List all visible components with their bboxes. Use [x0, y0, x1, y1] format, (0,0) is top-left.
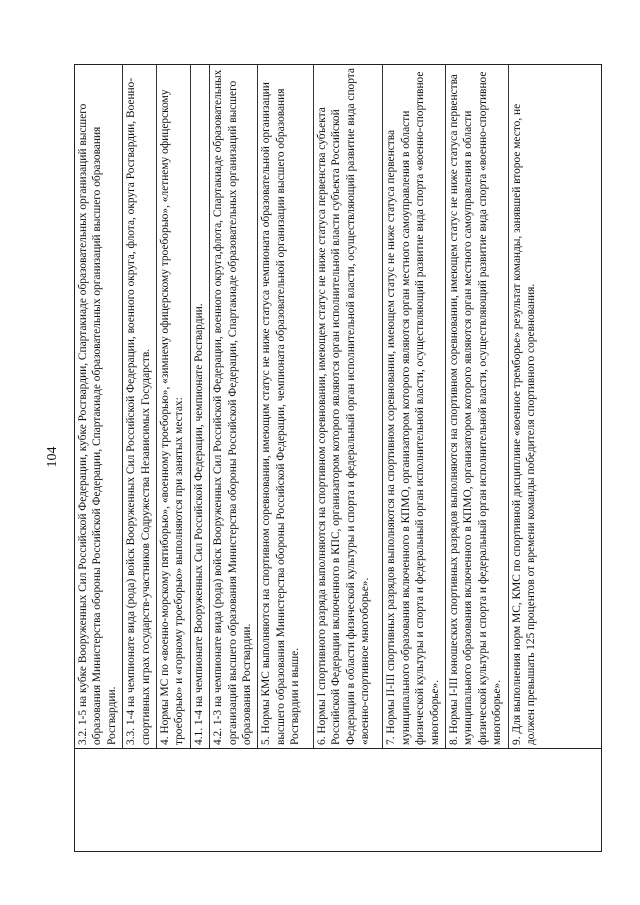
- regulations-table: [74, 64, 602, 852]
- note-9: 9. Для выполнения норм МС, КМС по спортивной дисциплине «военное тремборье» результат команды, занявшей второе место, не должен превышать 125 процентов от времени команды победителя спортивного соревнования.: [510, 103, 537, 745]
- empty-left-column: [75, 748, 601, 851]
- note-8: 8. Нормы I-III юношеских спортивных разрядов выполняются на спортивном соревновании, имеющем статус не ниже статуса первенства муниципального образования включенного в КПМО, организатором которого являются орган местного самоуправления в области физической культуры и спорта и федеральный орган исполнительной власти, осуществляющий развитие вида спорта «военно-спортивное многоборье».: [446, 65, 509, 748]
- page-number: 104: [45, 446, 60, 468]
- note-6: 6. Нормы I спортивного разряда выполняются на спортивном соревновании, имеющем статус не ниже статуса первенства субъекта Российской Федерации включенного в КПС, организатором которого являются орган исполнительной власти субъекта Российской Федерации в области физической культуры и спорта и федеральный орган исполнительной власти, осуществляющий развитие вида спорта «военно-спортивное многоборье».: [314, 65, 384, 748]
- note-4: 4. Нормы МС по «военно-морскому пятиборью», «военному троеборью», «зимнему офицерскому троеборью», «летнему офицерскому троеборью» и «горному троеборью» выполняются при занятых местах:: [157, 65, 191, 748]
- note-4-1: 4.1. 1-4 на чемпионате Вооруженных Сил Российской Федерации, чемпионате Росгвардии.: [191, 65, 210, 748]
- note-3-2: 3.2. 1-5 на кубке Вооруженных Сил Российской Федерации, кубке Росгвардии, Спартакиаде образовательных организаций высшего образования Министерства обороны Российской Федерации, Спартакиаде образовательных организаций высшего образования Росгвардии.: [75, 65, 123, 748]
- note-3-3: 3.3. 1-4 на чемпионате вида (рода) войск Вооруженных Сил Российской Федерации, военного округа, флота, округа Росгвардии, Военно-спортивных играх государств-участников Содружества Независимых Государств.: [123, 65, 157, 748]
- note-7: 7. Нормы II-III спортивных разрядов выполняются на спортивном соревновании, имеющем статус не ниже статуса первенства муниципального образования включенного в КПМО, организатором которого являются орган местного самоуправления в области физической культуры и спорта и федеральный орган исполнительной власти, осуществляющий развитие вида спорта «военно-спортивное многоборье».: [383, 65, 446, 748]
- notes-column: [75, 65, 601, 748]
- rotated-page: [44, 62, 604, 852]
- note-4-2: 4.2. 1-3 на чемпионате вида (рода) войск Вооруженных Сил Российской Федерации, военного округа,флота, Спартакиаде образовательных организаций высшего образования Министерства обороны Российской Федерации, Спартакиаде образовательных организаций высшего образования Росгвардии.: [210, 65, 258, 748]
- note-5: 5. Нормы КМС выполняются на спортивном соревновании, имеющим статус не ниже статуса чемпионата образовательной организации высшего образования Министерства обороны Российской Федерации, чемпионата образовательной организации высшего образования Росгвардии и выше.: [258, 65, 313, 748]
